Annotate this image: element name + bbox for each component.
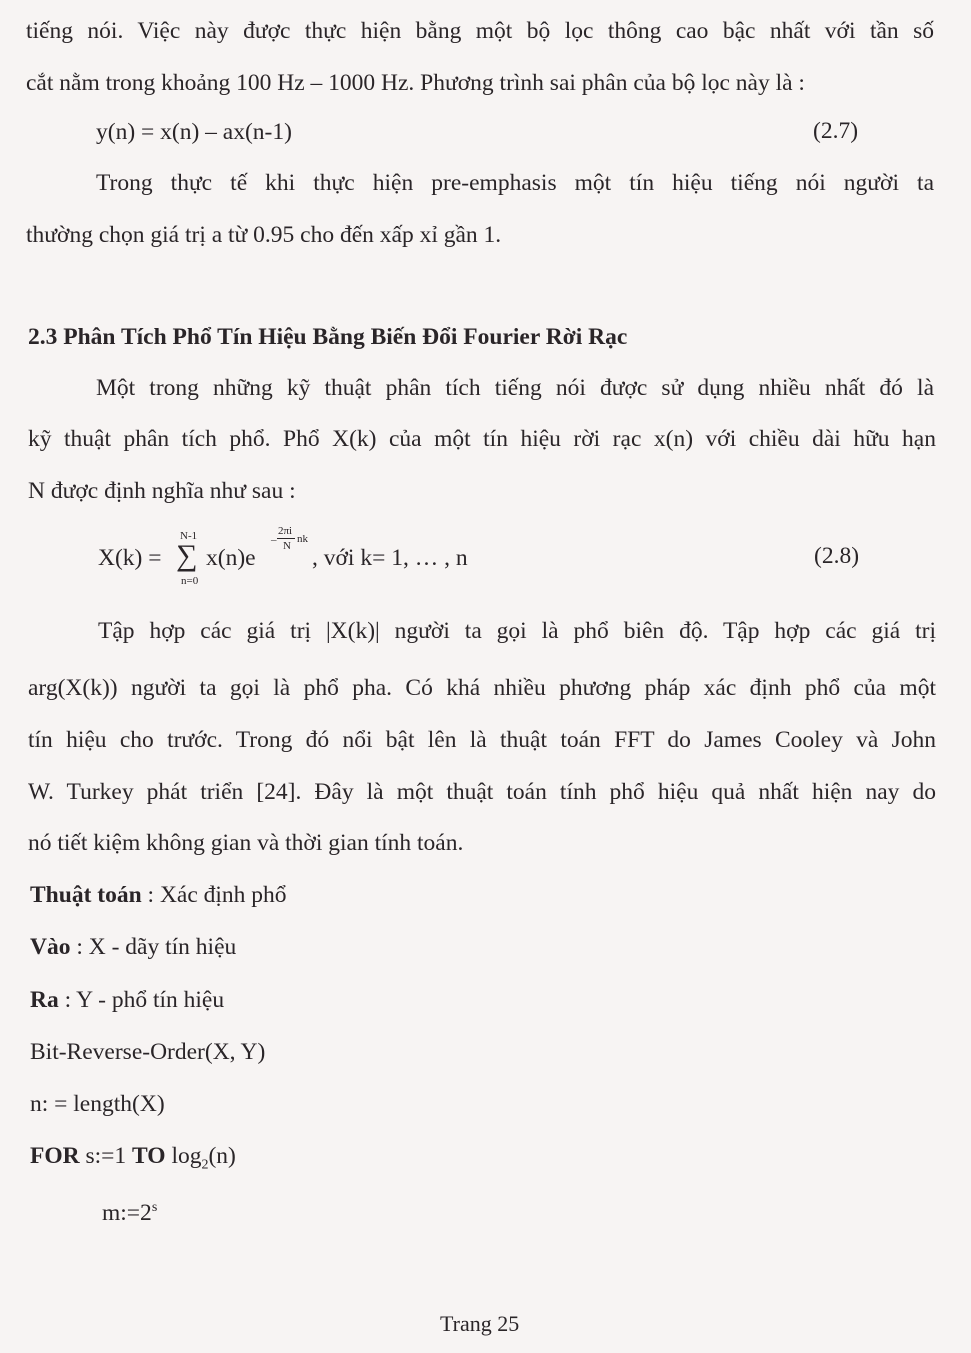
log-base: 2 [201,1157,209,1173]
paragraph-line: arg(X(k)) người ta gọi là phổ pha. Có khá nhiều phương pháp xác định phổ của một [28,675,936,701]
paragraph-line: tín hiệu cho trước. Trong đó nổi bật lên là thuật toán FFT do James Cooley và John [28,727,936,753]
section-heading: 2.3 Phân Tích Phổ Tín Hiệu Bằng Biến Đổi Fourier Rời Rạc [28,324,628,350]
algorithm-assign-m [102,1193,157,1228]
algorithm-output [30,985,224,1015]
paragraph-line: tiếng nói. Việc này được thực hiện bằng một bộ lọc thông cao bậc nhất với tần số [26,18,934,44]
exponent-nk: nk [297,533,308,545]
paragraph-line: cắt nằm trong khoảng 100 Hz – 1000 Hz. Phương trình sai phân của bộ lọc này là : [26,70,805,96]
for-init: s:=1 [79,1143,133,1169]
for-arg: (n) [208,1143,236,1169]
paragraph-line: N được định nghĩa như sau : [28,478,296,504]
to-keyword: TO [132,1143,166,1169]
sum-lower-limit: n=0 [181,575,199,587]
paragraph-line: Trong thực tế khi thực hiện pre-emphasis một tín hiệu tiếng nói người ta [96,170,934,196]
exponent-minus: – [271,534,277,546]
paragraph-line: thường chọn giá trị a từ 0.95 cho đến xấp xỉ gần 1. [26,222,502,248]
algorithm-input-value: : X - dãy tín hiệu [70,934,237,960]
algorithm-title-label: Thuật toán [30,882,142,908]
for-log: log [165,1143,202,1169]
equation-2-7: y(n) = x(n) – ax(n-1) [96,119,292,145]
algorithm-for-loop [30,1141,236,1181]
exponent-fraction-bar [277,538,295,539]
paragraph-line: W. Turkey phát triển [24]. Đây là một thuật toán tính phổ hiệu quả nhất hiện nay do [28,779,936,805]
for-keyword: FOR [30,1143,80,1169]
paragraph-line: nó tiết kiệm không gian và thời gian tính toán. [28,830,464,856]
paragraph-line: Tập hợp các giá trị |X(k)| người ta gọi là phổ biên độ. Tập hợp các giá trị [98,618,936,644]
m-assign: m:=2 [102,1199,152,1226]
algorithm-output-label: Ra [30,987,59,1013]
algorithm-title [30,880,287,910]
sum-upper-limit: N-1 [180,530,198,542]
algorithm-title-value: : Xác định phổ [141,882,287,908]
page-number: Trang 25 [440,1311,520,1336]
algorithm-input [30,932,236,962]
sum-symbol: ∑ [176,539,198,572]
paragraph-line: kỹ thuật phân tích phổ. Phổ X(k) của một tín hiệu rời rạc x(n) với chiều dài hữu hạn [28,426,936,452]
exponent-denominator: N [283,540,291,552]
equation-number: (2.8) [814,543,860,569]
dft-lhs: X(k) = [98,545,162,571]
dft-body: x(n)e [206,545,256,571]
algorithm-step: Bit-Reverse-Order(X, Y) [30,1039,266,1065]
paragraph-line: Một trong những kỹ thuật phân tích tiếng nói được sử dụng nhiều nhất đó là [96,375,934,401]
dft-tail: , với k= 1, … , n [312,545,468,571]
m-exponent: s [151,1200,158,1215]
algorithm-step: n: = length(X) [30,1091,165,1117]
equation-number: (2.7) [813,118,859,144]
exponent-numerator: 2πi [278,525,293,537]
algorithm-output-value: : Y - phổ tín hiệu [58,987,225,1013]
algorithm-input-label: Vào [30,934,71,960]
